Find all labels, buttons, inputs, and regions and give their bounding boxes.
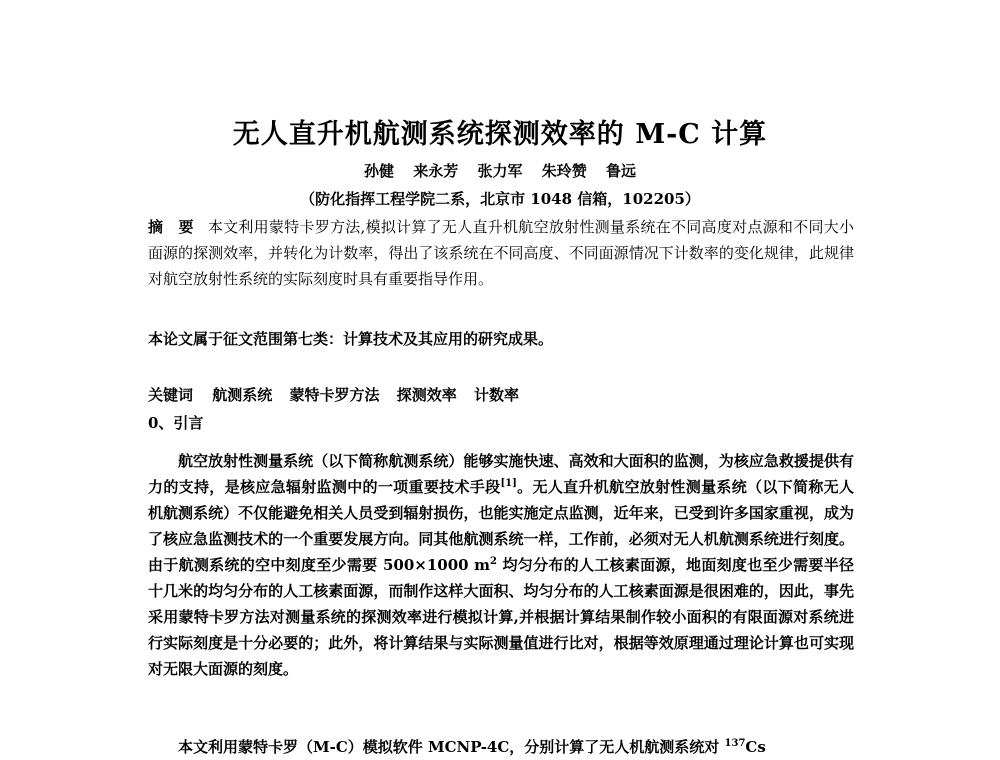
author-name: 孙健 xyxy=(363,162,394,180)
author-name: 鲁远 xyxy=(605,162,636,180)
keyword: 蒙特卡罗方法 xyxy=(289,386,380,404)
keywords-label: 关键词 xyxy=(148,386,194,404)
abstract-label: 摘 要 xyxy=(148,218,194,236)
intro-text: 。无人直升机航空放射性测量系统（以下简称无人机航测系统）不仅能避免相关人员受到辐射损伤，也能实施定点监测，近年来，已受到许多国家重视，成为了核应急监测技术的一个重要发展方向。同其他航测系统一样，工作前，必须对无人机航测系统进行刻度。由于航测系统的空中刻度至少需要 500×1000 m xyxy=(148,478,854,574)
author-name: 朱玲赞 xyxy=(541,162,587,180)
abstract-text: 本文利用蒙特卡罗方法,模拟计算了无人直升机航空放射性测量系统在不同高度对点源和不同大小面源的探测效率，并转化为计数率，得出了该系统在不同高度、不同面源情况下计数率的变化规律，此规律对航空放射性系统的实际刻度时具有重要指导作用。 xyxy=(148,218,854,288)
superscript: 137 xyxy=(724,738,746,749)
category-note: 本论文属于征文范围第七类：计算技术及其应用的研究成果。 xyxy=(148,330,554,348)
body-text: 本文利用蒙特卡罗（M-C）模拟软件 MCNP-4C，分别计算了无人机航测系统对 xyxy=(178,738,725,756)
author-list xyxy=(0,160,1000,181)
keyword: 探测效率 xyxy=(396,386,457,404)
citation-ref: [1] xyxy=(500,478,517,489)
body-text: Cs xyxy=(745,738,766,756)
affiliation: （防化指挥工程学院二系，北京市 1048 信箱，102205） xyxy=(300,190,700,208)
intro-text: 航空放射性测量系统（以下简称航测系统）能够实施快速、高效和大面积的监测，为核应急救援提供有力的支持，是核应急辐射监测中的一项重要技术手段 xyxy=(148,452,854,496)
section-heading: 0、引言 xyxy=(148,414,204,432)
abstract xyxy=(148,214,854,292)
keywords xyxy=(148,382,854,408)
intro-paragraph xyxy=(148,448,854,682)
body-paragraph xyxy=(148,734,854,760)
author-name: 张力军 xyxy=(477,162,523,180)
superscript: 2 xyxy=(489,556,497,567)
paper-title: 无人直升机航测系统探测效率的 M-C 计算 xyxy=(232,119,768,150)
intro-text: 均匀分布的人工核素面源，地面刻度也至少需要半径十几米的均匀分布的人工核素面源，而制作这样大面积、均匀分布的人工核素面源是很困难的，因此，事先采用蒙特卡罗方法对测量系统的探测效率进行模拟计算,并根据计算结果制作较小面积的有限面源对系统进行实际刻度是十分必要的；此外，将计算结果与实际测量值进行比对，根据等效原理通过理论计算也可实现对无限大面源的刻度。 xyxy=(148,556,854,678)
author-name: 来永芳 xyxy=(413,162,459,180)
keyword: 计数率 xyxy=(474,386,520,404)
keyword: 航测系统 xyxy=(212,386,273,404)
